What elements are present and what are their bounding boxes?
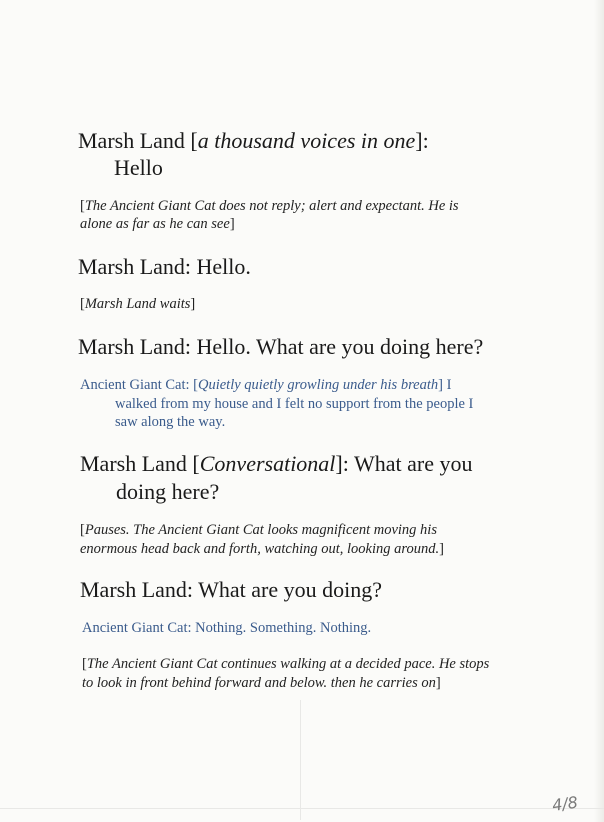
marsh-land-line-3: Marsh Land: Hello. What are you doing here? [78,334,484,359]
stage-direction-marsh-waits: [Marsh Land waits] [80,296,196,312]
stage-direction: a thousand voices in one [197,128,416,153]
speaker-label: Ancient Giant Cat: [ [80,377,198,393]
speaker-close: ]: [415,128,429,153]
marsh-land-line-4-continued: doing here? [116,479,220,504]
stage-direction: Quietly quietly growling under his breath [197,377,439,393]
paper-crease-vertical [300,700,301,820]
cat-line-1: Ancient Giant Cat: [Quietly quietly growling under his breath] I [80,377,452,393]
marsh-land-line-4: Marsh Land [Conversational]: What are you [80,451,473,476]
cat-line-2: Ancient Giant Cat: Nothing. Something. Nothing. [82,620,372,636]
stage-direction-cat-pauses: [Pauses. The Ancient Giant Cat looks magnificent moving his [80,522,437,538]
stage-direction-cat-continues: [The Ancient Giant Cat continues walking at a decided pace. He stops [82,656,490,672]
page-number-text: 4/8 [550,792,580,815]
stage-direction: Conversational [199,451,336,476]
cat-line-1-continued-2: saw along the way. [115,414,226,430]
handwritten-page-number [549,788,585,818]
paper-edge-shadow [594,0,604,822]
marsh-land-line-2: Marsh Land: Hello. [78,254,251,279]
stage-direction-cat-pauses-continued: enormous head back and forth, watching out, looking around.] [80,541,444,557]
marsh-land-line-1-continued: Hello [114,155,163,180]
marsh-land-line-5: Marsh Land: What are you doing? [80,577,383,602]
cat-line-1-continued: walked from my house and I felt no support from the people I [115,396,474,412]
paper-crease-horizontal [0,808,604,809]
speaker-label: Marsh Land [ [78,128,198,153]
speaker-label: Marsh Land [ [80,451,200,476]
stage-direction-cat-alert-continued: alone as far as he can see] [80,216,235,232]
stage-direction-cat-alert: [The Ancient Giant Cat does not reply; alert and expectant. He is [80,198,459,214]
stage-direction-cat-continues-continued: to look in front behind forward and below. then he carries on] [82,675,441,691]
marsh-land-line-1 [78,127,429,155]
